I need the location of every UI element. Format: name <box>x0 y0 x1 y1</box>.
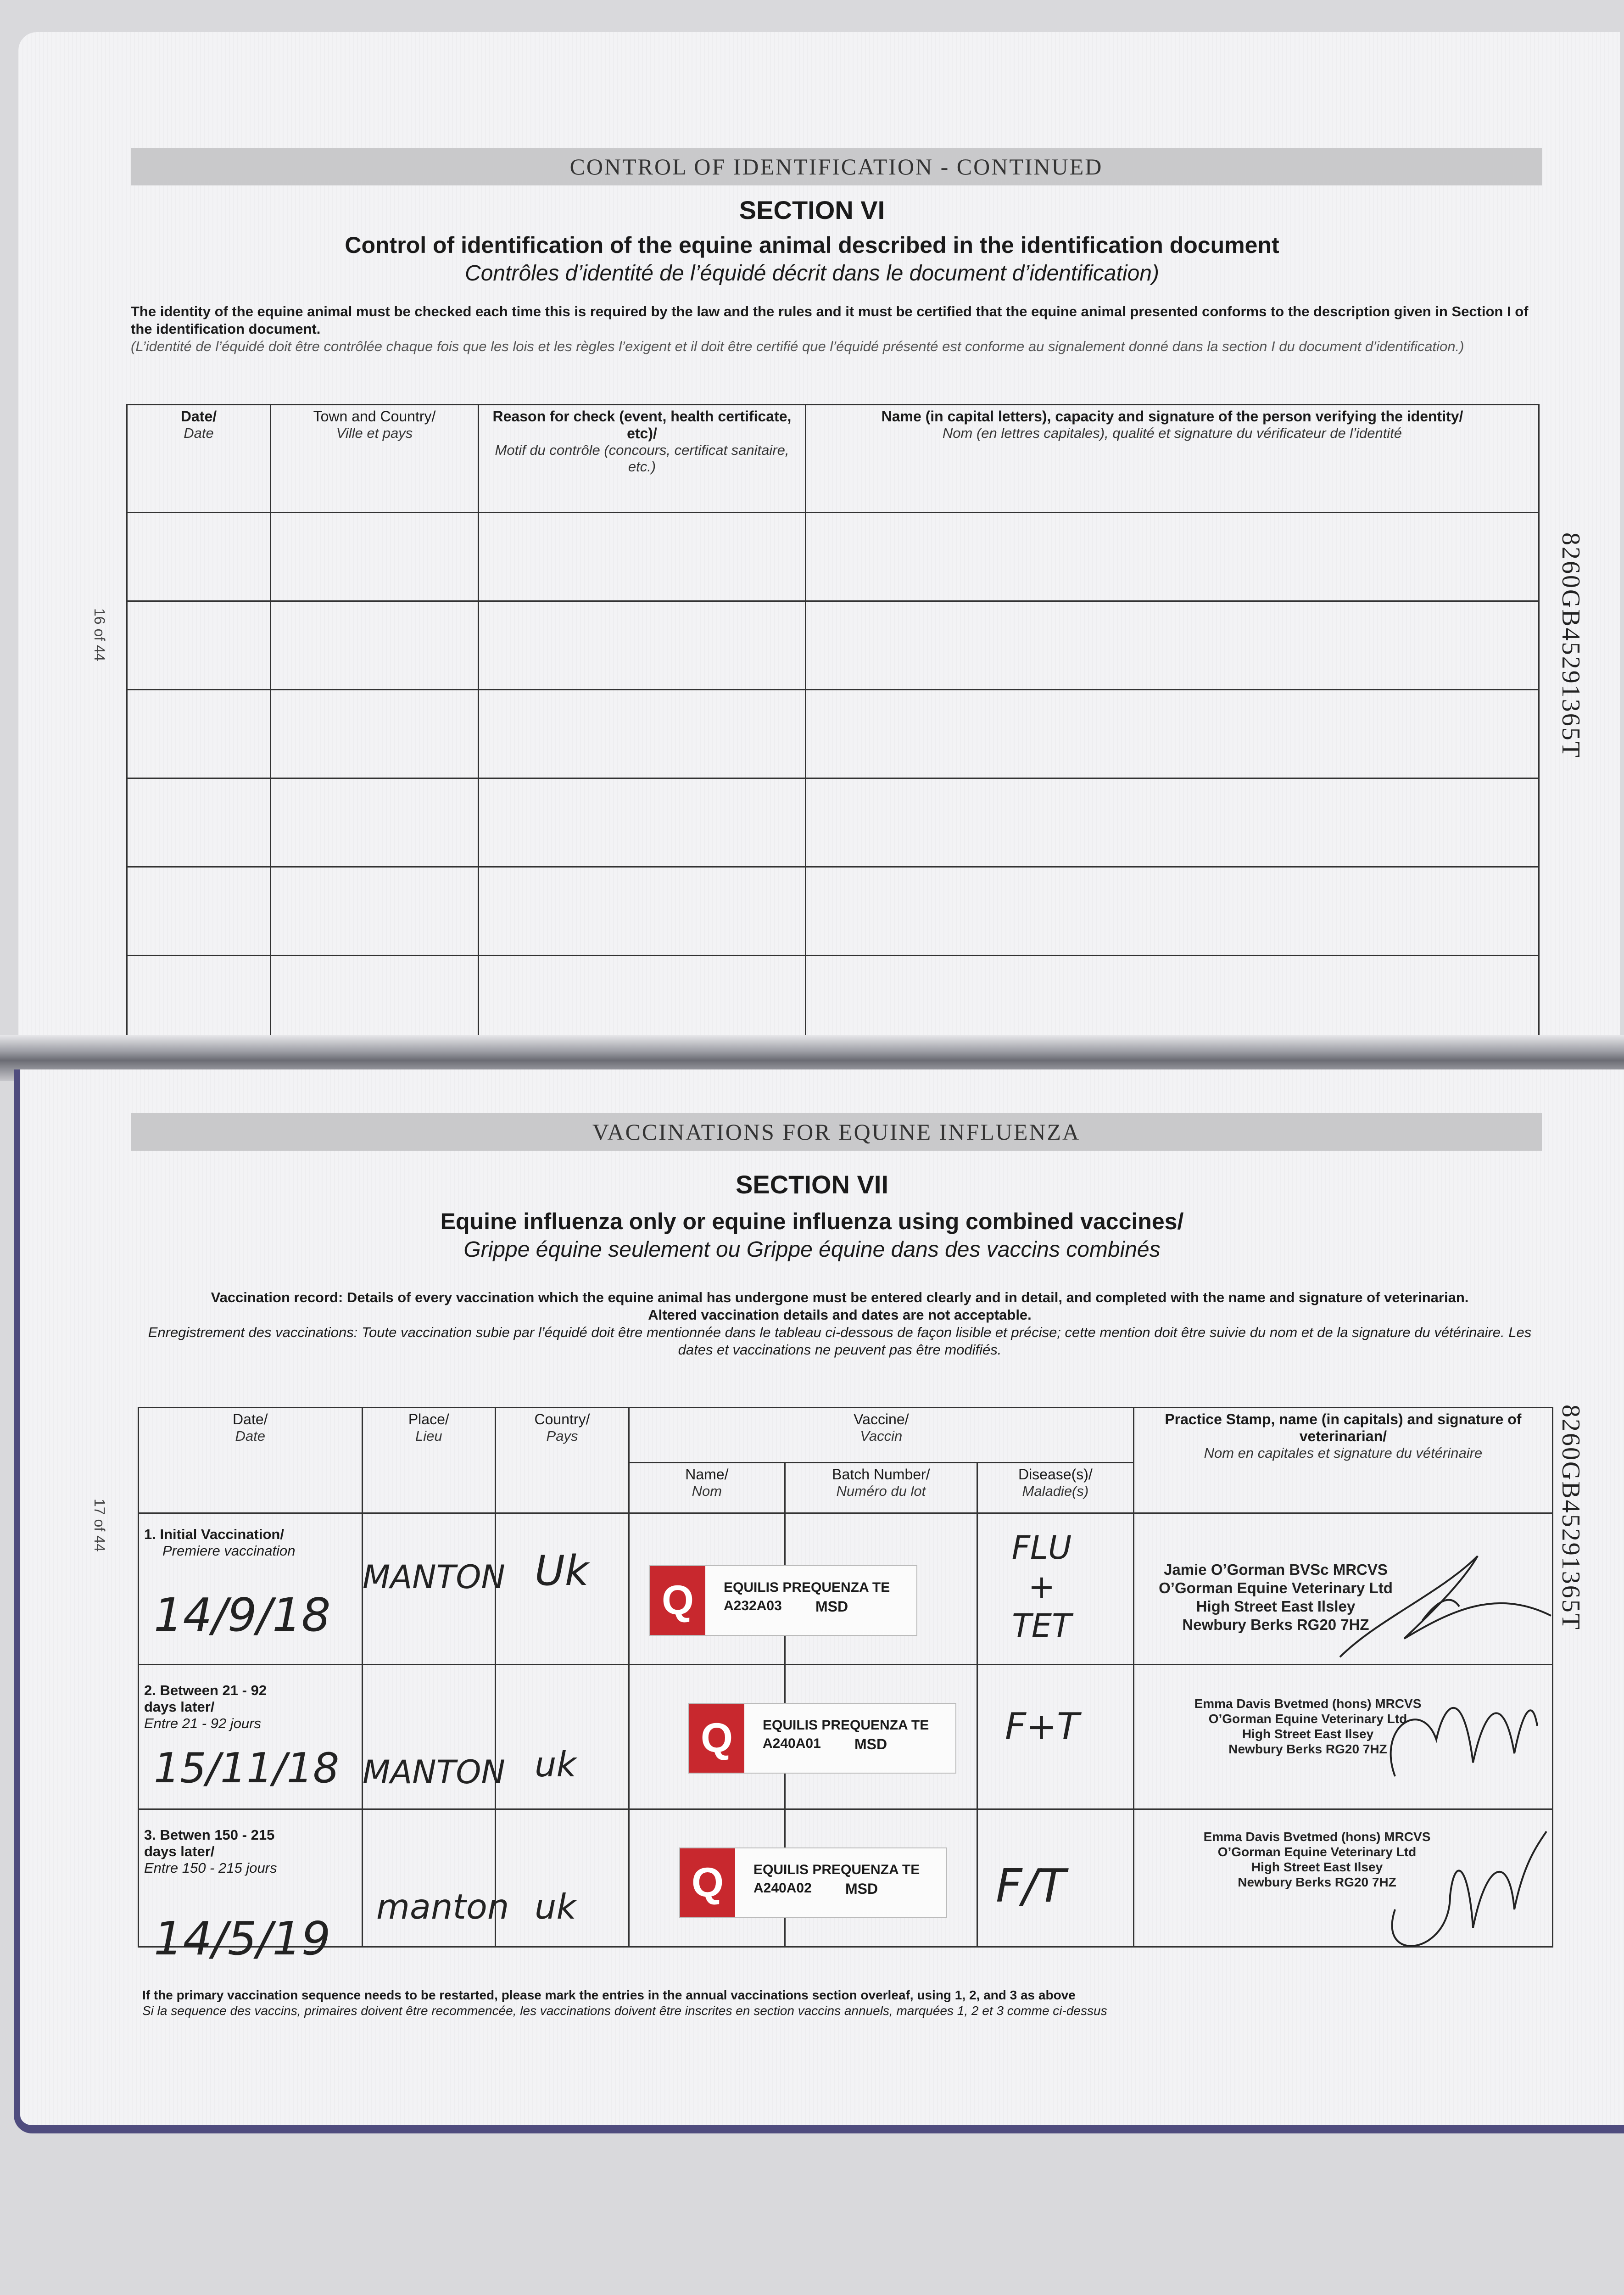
row2-vet-stamp: Emma Davis Bvetmed (hons) MRCVS O’Gorman Equine Veterinary Ltd High Street East Ilsey Newbury Berks RG20 7HZ <box>1194 1696 1422 1756</box>
table-row <box>127 778 1539 867</box>
date-cell[interactable] <box>127 601 271 690</box>
document-number: 8260GB45291365T <box>1557 1405 1585 1631</box>
row1-disease-handwritten: FLU + TET <box>1011 1529 1072 1645</box>
intro-en: The identity of the equine animal must be checked each time this is required by the law and the rules and it must be certified that the equine animal presented conforms to the description given in Section I of the identification document. <box>131 303 1529 337</box>
row1-label: 1. Initial Vaccination/ Premiere vaccination <box>144 1526 296 1559</box>
intro-fr: (L’identité de l’équidé doit être contrôlée chaque fois que les lois et les règles l’exigent et il doit être certifié que l’équidé présenté est conforme au signalement donné dans la section I du document d’identification.) <box>131 338 1464 354</box>
reason-cell[interactable] <box>479 956 806 1044</box>
date-cell[interactable] <box>127 867 271 956</box>
row3-disease-handwritten: F/T <box>996 1859 1066 1913</box>
row2-vaccine-sticker <box>688 1703 956 1774</box>
section-band: CONTROL OF IDENTIFICATION - CONTINUED <box>131 148 1542 185</box>
town-cell[interactable] <box>271 867 479 956</box>
row2-signature <box>1367 1671 1542 1790</box>
verifier-cell[interactable] <box>806 778 1539 867</box>
row2-country-cell <box>496 1665 629 1809</box>
town-cell[interactable] <box>271 956 479 1044</box>
vaccination-intro <box>138 1289 1542 1359</box>
vaccine-name: EQUILIS PREQUENZA TE <box>724 1580 890 1595</box>
town-cell[interactable] <box>271 513 479 601</box>
reason-cell[interactable] <box>479 778 806 867</box>
reason-cell[interactable] <box>479 867 806 956</box>
table-header-row <box>127 405 1539 513</box>
row2-place-handwritten: MANTON <box>363 1753 505 1791</box>
verifier-cell[interactable] <box>806 867 1539 956</box>
verifier-cell[interactable] <box>806 690 1539 778</box>
section-subtitle-fr: Grippe équine seulement ou Grippe équine dans des vaccins combinés <box>463 1237 1161 1262</box>
row2-date-handwritten: 15/11/18 <box>154 1744 340 1792</box>
msd-logo: MSD <box>845 1881 878 1897</box>
reason-cell[interactable] <box>479 690 806 778</box>
col-vaccine: Vaccine/ Vaccin <box>629 1408 1133 1463</box>
row2-disease-handwritten: F+T <box>1005 1705 1079 1748</box>
row3-signature <box>1377 1818 1551 1951</box>
date-cell[interactable] <box>127 690 271 778</box>
intro-fr: Enregistrement des vaccinations: Toute vaccination subie par l’équidé doit être mentionnée dans le tableau ci-dessous de façon lisible et précise; cette mention doit être suivie du nom et de la signature du vétérinaire. Les dates et vaccinations ne peuvent pas être modifiés. <box>148 1324 1532 1358</box>
section-subtitle-en: Equine influenza only or equine influenza using combined vaccines/ <box>440 1209 1184 1234</box>
msd-logo: MSD <box>815 1598 848 1615</box>
col-place: Place/ Lieu <box>362 1408 495 1513</box>
date-cell[interactable] <box>127 513 271 601</box>
intro-en-2: Altered vaccination details and dates are not acceptable. <box>648 1307 1032 1323</box>
table-row <box>127 867 1539 956</box>
vaccine-name: EQUILIS PREQUENZA TE <box>753 1862 920 1877</box>
col-country: Country/ Pays <box>496 1408 629 1513</box>
col-reason: Reason for check (event, health certificate, etc)/ Motif du contrôle (concours, certificat sanitaire, etc.) <box>479 405 806 513</box>
verifier-cell[interactable] <box>806 513 1539 601</box>
col-batch-number: Batch Number/ Numéro du lot <box>785 1463 977 1513</box>
page-number: 17 of 44 <box>91 1499 108 1552</box>
col-practice-stamp: Practice Stamp, name (in capitals) and signature of veterinarian/ Nom en capitales et signature du vétérinaire <box>1133 1408 1552 1513</box>
row3-country-handwritten: uk <box>535 1886 576 1927</box>
identity-check-table <box>126 404 1540 1045</box>
table-row <box>127 690 1539 778</box>
page-number: 16 of 44 <box>91 608 108 661</box>
table-row <box>127 601 1539 690</box>
row1-place-handwritten: MANTON <box>363 1558 505 1596</box>
col-verifier: Name (in capital letters), capacity and signature of the person verifying the identity/ Nom (en lettres capitales), qualité et signature du vérificateur de l’identité <box>806 405 1539 513</box>
col-town-country: Town and Country/ Ville et pays <box>271 405 479 513</box>
msd-logo: MSD <box>854 1736 887 1752</box>
q-logo-icon: Q <box>689 1704 744 1773</box>
batch-number: A240A02 <box>753 1881 812 1896</box>
town-cell[interactable] <box>271 778 479 867</box>
row1-vet-stamp: Jamie O’Gorman BVSc MRCVS O’Gorman Equine Veterinary Ltd High Street East Ilsley Newbury Berks RG20 7HZ <box>1159 1561 1393 1633</box>
section-title: SECTION VI <box>739 196 885 224</box>
row3-vet-stamp: Emma Davis Bvetmed (hons) MRCVS O’Gorman Equine Veterinary Ltd High Street East Ilsey Newbury Berks RG20 7HZ <box>1203 1830 1431 1889</box>
intro-en-1: Vaccination record: Details of every vaccination which the equine animal has undergone must be entered clearly and in detail, and completed with the name and signature of veterinarian. <box>211 1289 1469 1305</box>
row2-country-handwritten: uk <box>535 1744 576 1785</box>
col-date: Date/ Date <box>139 1408 363 1513</box>
row1-date-handwritten: 14/9/18 <box>154 1588 331 1642</box>
section-band: VACCINATIONS FOR EQUINE INFLUENZA <box>131 1113 1542 1151</box>
col-disease: Disease(s)/ Maladie(s) <box>977 1463 1133 1513</box>
row1-country-handwritten: Uk <box>535 1547 589 1595</box>
batch-number: A232A03 <box>724 1598 782 1613</box>
col-vaccine-name: Name/ Nom <box>629 1463 785 1513</box>
intro-paragraph <box>131 303 1530 355</box>
verifier-cell[interactable] <box>806 956 1539 1044</box>
row3-vaccine-sticker <box>679 1847 947 1918</box>
reason-cell[interactable] <box>479 601 806 690</box>
table-header-row <box>139 1408 1553 1463</box>
section-subtitle-en: Control of identification of the equine animal described in the identification document <box>345 232 1279 258</box>
vaccine-name: EQUILIS PREQUENZA TE <box>763 1718 929 1733</box>
section-subtitle-fr: Contrôles d’identité de l’équidé décrit dans le document d’identification) <box>465 261 1159 285</box>
document-number: 8260GB45291365T <box>1557 532 1585 759</box>
col-date: Date/ Date <box>127 405 271 513</box>
row3-place-handwritten: manton <box>376 1886 509 1927</box>
date-cell[interactable] <box>127 778 271 867</box>
footnote <box>142 1987 1519 2019</box>
reason-cell[interactable] <box>479 513 806 601</box>
row2-label: 2. Between 21 - 92 days later/ Entre 21 - 92 jours <box>144 1682 267 1731</box>
town-cell[interactable] <box>271 601 479 690</box>
row1-vaccine-sticker <box>649 1565 917 1636</box>
batch-number: A240A01 <box>763 1736 821 1751</box>
verifier-cell[interactable] <box>806 601 1539 690</box>
town-cell[interactable] <box>271 690 479 778</box>
date-cell[interactable] <box>127 956 271 1044</box>
table-row <box>127 513 1539 601</box>
row1-signature <box>1322 1538 1560 1675</box>
row3-date-handwritten: 14/5/19 <box>154 1912 331 1965</box>
table-row <box>127 956 1539 1044</box>
footnote-en: If the primary vaccination sequence needs to be restarted, please mark the entries in the annual vaccinations section overleaf, using 1, 2, and 3 as above <box>142 1988 1076 2002</box>
footnote-fr: Si la sequence des vaccins, primaires doivent être recommencée, les vaccinations doivent être inscrites en section vaccins annuels, marquées 1, 2 et 3 comme ci-dessus <box>142 2004 1107 2018</box>
section-title: SECTION VII <box>736 1170 888 1199</box>
q-logo-icon: Q <box>650 1566 705 1635</box>
q-logo-icon: Q <box>680 1848 735 1917</box>
row3-label: 3. Betwen 150 - 215 days later/ Entre 150 - 215 jours <box>144 1827 277 1876</box>
